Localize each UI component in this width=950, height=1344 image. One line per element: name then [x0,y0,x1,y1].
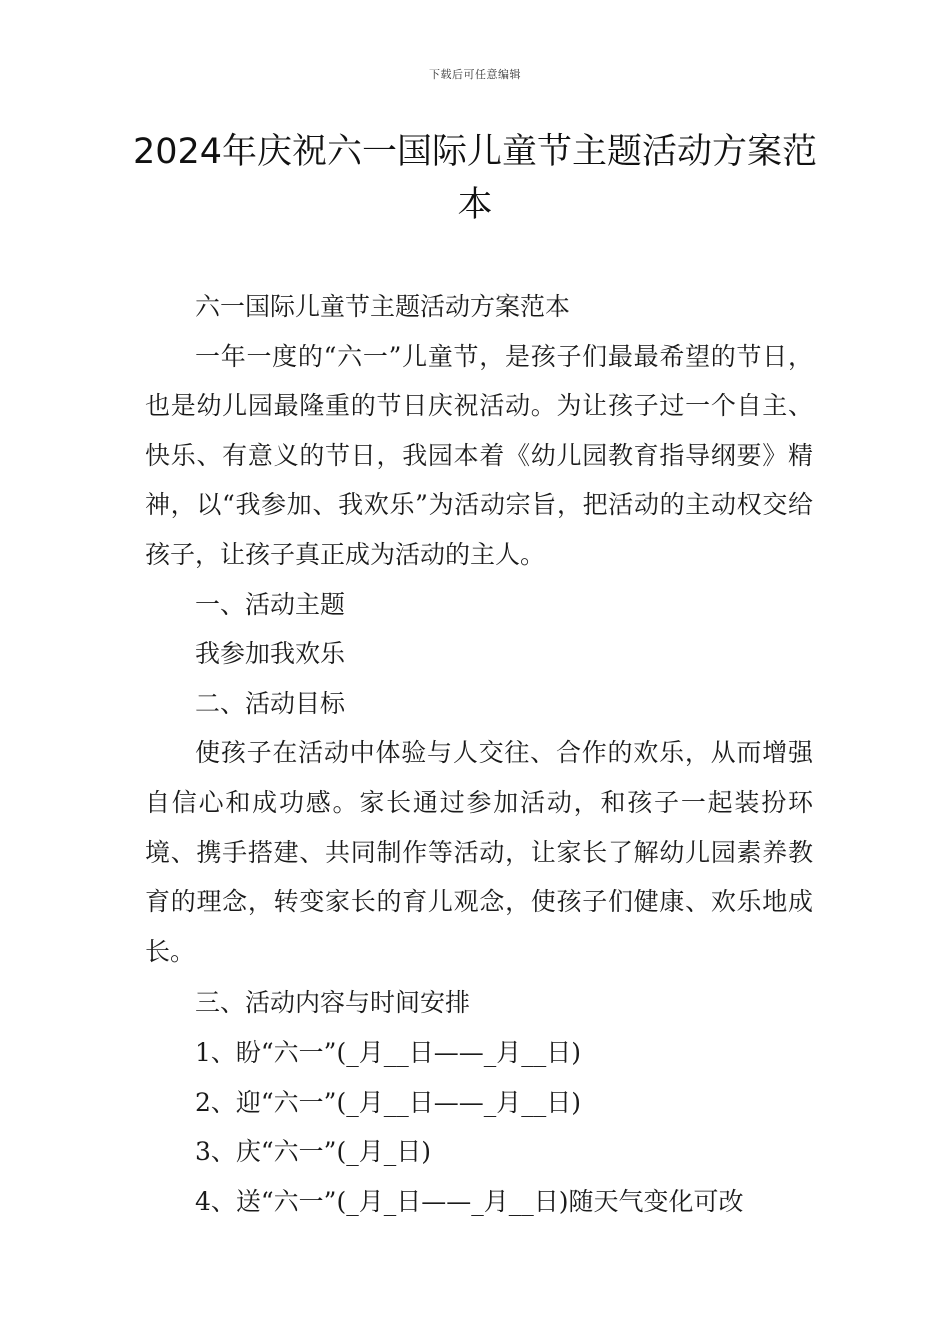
list-item: 2、迎“六一”(_月__日——_月__日) [195,1087,581,1117]
list-item: 1、盼“六一”(_月__日——_月__日) [195,1037,581,1067]
list-item: 3、庆“六一”(_月_日) [195,1137,431,1167]
paragraph-theme: 我参加我欢乐 [195,639,346,669]
heading-activity-goals: 二、活动目标 [195,688,346,718]
paragraph-goals: 使孩子在活动中体验与人交往、合作的欢乐，从而增强自信心和成功感。家长通过参加活动，和孩子一起装扮环境、携手搭建、共同制作等活动，让家长了解幼儿园素养教育的理念，转变家长的育儿观念，使孩子们健康、欢乐地成长。 [145,738,813,966]
header-note: 下载后可任意编辑 [429,68,521,81]
paragraph-subtitle: 六一国际儿童节主题活动方案范本 [195,292,571,321]
heading-activity-schedule: 三、活动内容与时间安排 [195,988,471,1018]
heading-activity-theme: 一、活动主题 [195,589,346,619]
paragraph-intro: 一年一度的“六一”儿童节，是孩子们最最希望的节日，也是幼儿园最隆重的节日庆祝活动。为让孩子过一个自主、快乐、有意义的节日，我园本着《幼儿园教育指导纲要》精神，以“我参加、我欢乐”为活动宗旨，把活动的主动权交给孩子，让孩子真正成为活动的主人。 [145,341,813,569]
document-title: 2024年庆祝六一国际儿童节主题活动方案范本 [132,132,818,225]
document-body [145,282,813,1226]
list-item: 4、送“六一”(_月_日——_月__日)随天气变化可改 [195,1186,744,1216]
